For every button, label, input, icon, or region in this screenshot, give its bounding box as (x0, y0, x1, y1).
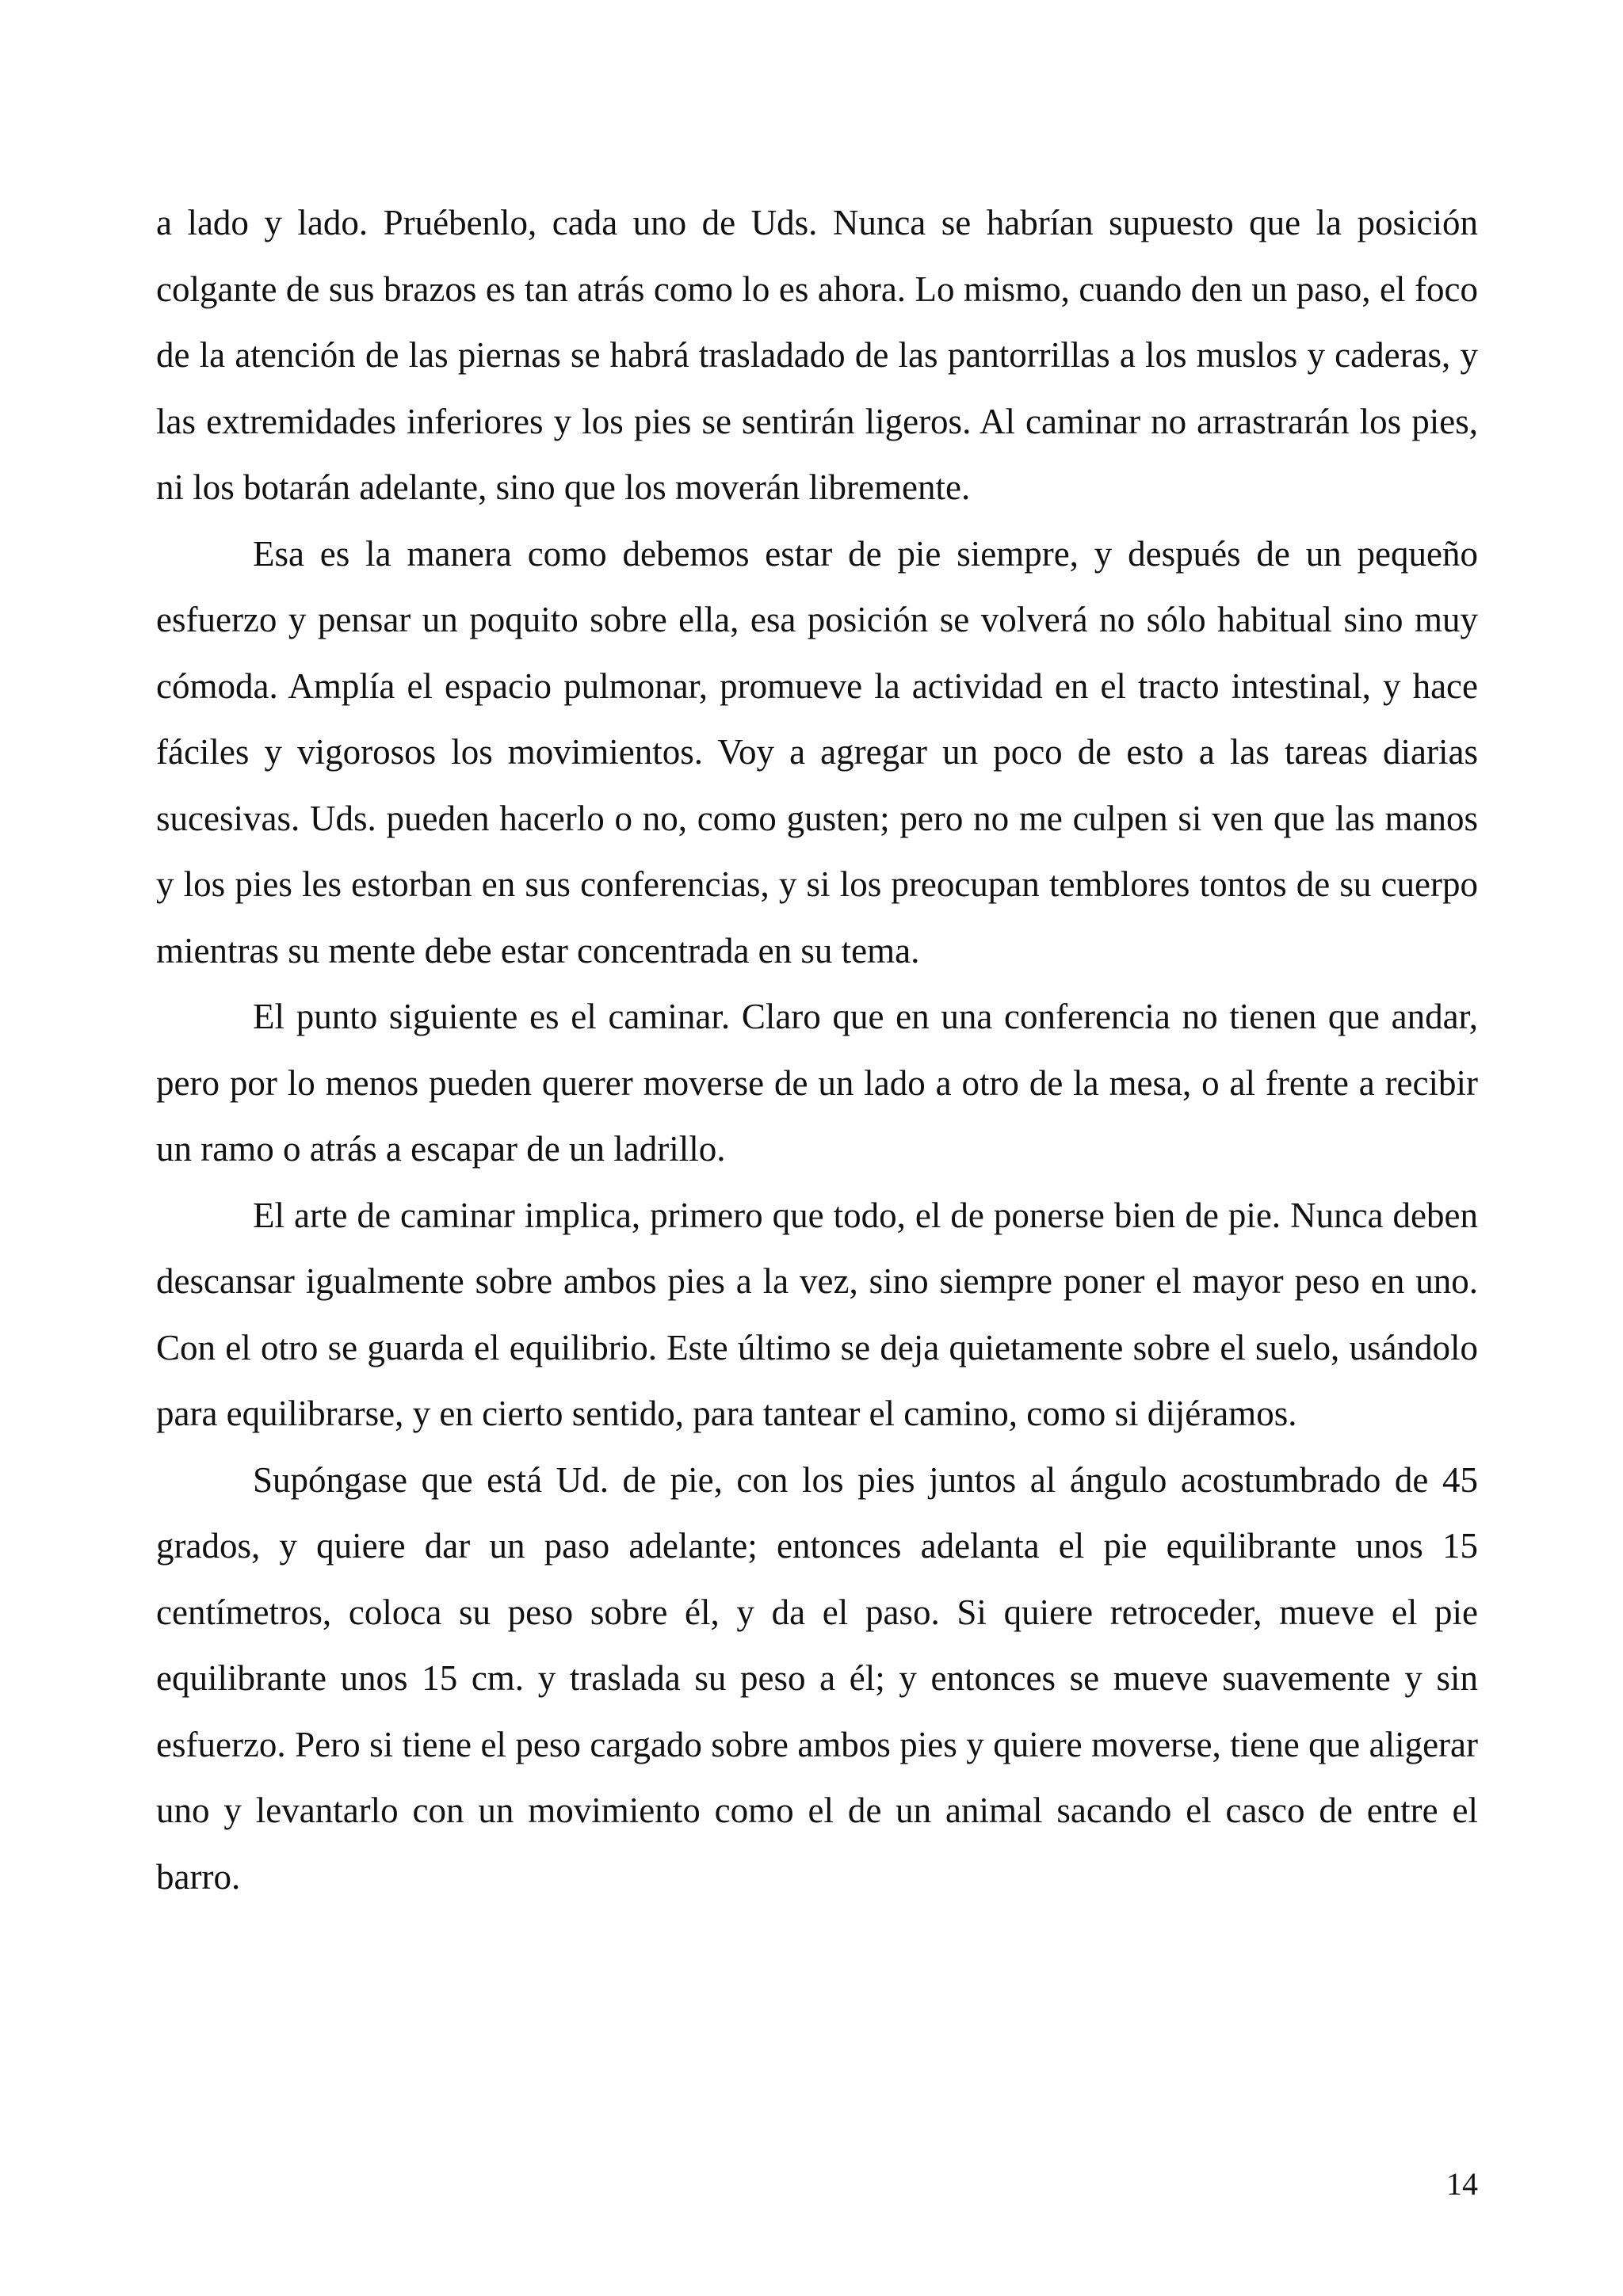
paragraph-5: Supóngase que está Ud. de pie, con los pies juntos al ángulo acostumbrado de 45 grados, y quiere dar un paso adelante; entonces adelanta el pie equilibrante unos 15 centímetros, coloca su peso sobre él, y da el paso. Si quiere retroceder, mueve el pie equilibrante unos 15 cm. y traslada su peso a él; y entonces se mueve suavemente y sin esfuerzo. Pero si tiene el peso cargado sobre ambos pies y quiere moverse, tiene que aligerar uno y levantarlo con un movimiento como el de un animal sacando el casco de entre el barro. (156, 1459, 1478, 1897)
paragraph-4: El arte de caminar implica, primero que todo, el de ponerse bien de pie. Nunca deben descansar igualmente sobre ambos pies a la vez, sino siempre poner el mayor peso en uno. Con el otro se guarda el equilibrio. Este último se deja quietamente sobre el suelo, usándolo para equilibrarse, y en cierto sentido, para tantear el camino, como si dijéramos. (156, 1195, 1478, 1433)
document-body (156, 190, 1478, 1910)
paragraph-1: a lado y lado. Pruébenlo, cada uno de Uds. Nunca se habrían supuesto que la posición colgante de sus brazos es tan atrás como lo es ahora. Lo mismo, cuando den un paso, el foco de la atención de las piernas se habrá trasladado de las pantorrillas a los muslos y caderas, y las extremidades inferiores y los pies se sentirán ligeros. Al caminar no arrastrarán los pies, ni los botarán adelante, sino que los moverán libremente. (156, 203, 1478, 507)
paragraph-2: Esa es la manera como debemos estar de pie siempre, y después de un pequeño esfuerzo y pensar un poquito sobre ella, esa posición se volverá no sólo habitual sino muy cómoda. Amplía el espacio pulmonar, promueve la actividad en el tracto intestinal, y hace fáciles y vigorosos los movimientos. Voy a agregar un poco de esto a las tareas diarias sucesivas. Uds. pueden hacerlo o no, como gusten; pero no me culpen si ven que las manos y los pies les estorban en sus conferencias, y si los preocupan temblores tontos de su cuerpo mientras su mente debe estar concentrada en su tema. (156, 533, 1478, 971)
page-number: 14 (1446, 2166, 1478, 2202)
paragraph-3: El punto siguiente es el caminar. Claro que en una conferencia no tienen que andar, pero por lo menos pueden querer moverse de un lado a otro de la mesa, o al frente a recibir un ramo o atrás a escapar de un ladrillo. (156, 997, 1478, 1169)
